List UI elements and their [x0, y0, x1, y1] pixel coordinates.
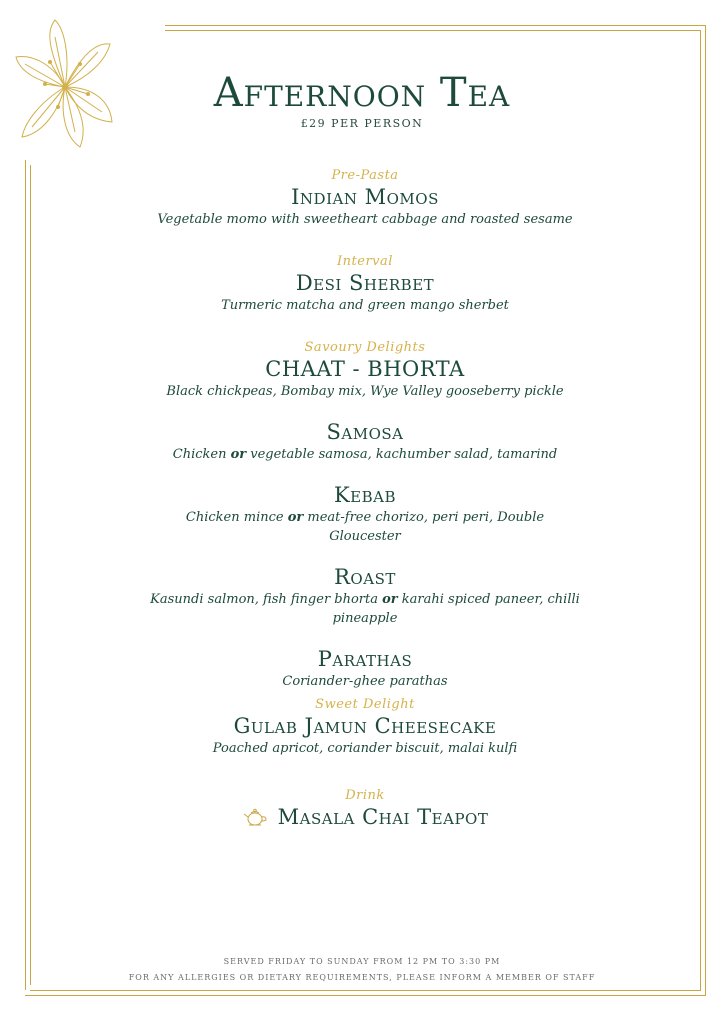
drink-section	[150, 788, 580, 830]
section-label-sweet: Sweet Delight	[315, 697, 415, 712]
frame-left-inner	[30, 165, 31, 985]
item-desc-chaat-bhorta: Black chickpeas, Bombay mix, Wye Valley gooseberry pickle	[166, 384, 564, 399]
item-name-kebab: Kebab	[333, 483, 397, 507]
footer-allergy-notice: FOR ANY ALLERGIES OR DIETARY REQUIREMENTS, PLEASE INFORM A MEMBER OF STAFF	[128, 973, 596, 982]
item-desc-samosa: Chicken or vegetable samosa, kachumber salad, tamarind	[172, 447, 558, 462]
item-desc-desi-sherbet: Turmeric matcha and green mango sherbet	[221, 298, 509, 313]
savoury-section	[150, 340, 580, 691]
menu-list	[150, 168, 580, 830]
item-desc-kebab: Chicken mince or meat-free chorizo, peri peri, Double Gloucester	[185, 510, 545, 544]
pre-pasta-section	[150, 168, 580, 229]
item-name-gulab-jamun-cheesecake: Gulab Jamun Cheesecake	[233, 714, 497, 738]
drink-row	[150, 804, 580, 830]
section-label-interval: Interval	[337, 254, 393, 269]
section-label-pre-pasta: Pre-Pasta	[331, 168, 399, 183]
item-name-desi-sherbet: Desi Sherbet	[295, 271, 435, 295]
item-name-roast: Roast	[334, 565, 396, 589]
item-name-samosa: Samosa	[326, 420, 404, 444]
item-name-masala-chai-teapot: Masala Chai Teapot	[277, 805, 489, 829]
frame-top-inner	[165, 30, 700, 31]
item-desc-gulab-jamun-cheesecake: Poached apricot, coriander biscuit, malai kulfi	[212, 741, 518, 756]
frame-right-inner	[700, 30, 701, 990]
item-desc-parathas: Coriander-ghee parathas	[282, 674, 448, 689]
item-name-indian-momos: Indian Momos	[291, 185, 439, 209]
item-desc-indian-momos: Vegetable momo with sweetheart cabbage and roasted sesame	[157, 212, 573, 227]
section-label-drink: Drink	[345, 788, 385, 803]
footer-serving-times: SERVED FRIDAY TO SUNDAY FROM 12 PM TO 3:30 PM	[223, 957, 501, 966]
item-name-chaat-bhorta: CHAAT - BHORTA	[265, 357, 465, 381]
page-title: Afternoon Tea	[213, 70, 511, 116]
interval-section	[150, 254, 580, 315]
price-per-person: £29 PER PERSON	[300, 117, 424, 130]
sweet-section	[150, 697, 580, 758]
item-name-parathas: Parathas	[317, 647, 413, 671]
item-desc-roast: Kasundi salmon, fish finger bhorta or karahi spiced paneer, chilli pineapple	[150, 592, 580, 626]
frame-bottom-outer	[25, 995, 706, 996]
frame-top-outer	[165, 25, 705, 26]
frame-right-outer	[705, 25, 706, 995]
section-label-savoury: Savoury Delights	[304, 340, 426, 355]
frame-bottom-inner	[30, 990, 701, 991]
frame-left-outer	[25, 160, 26, 990]
teapot-icon	[242, 804, 268, 830]
